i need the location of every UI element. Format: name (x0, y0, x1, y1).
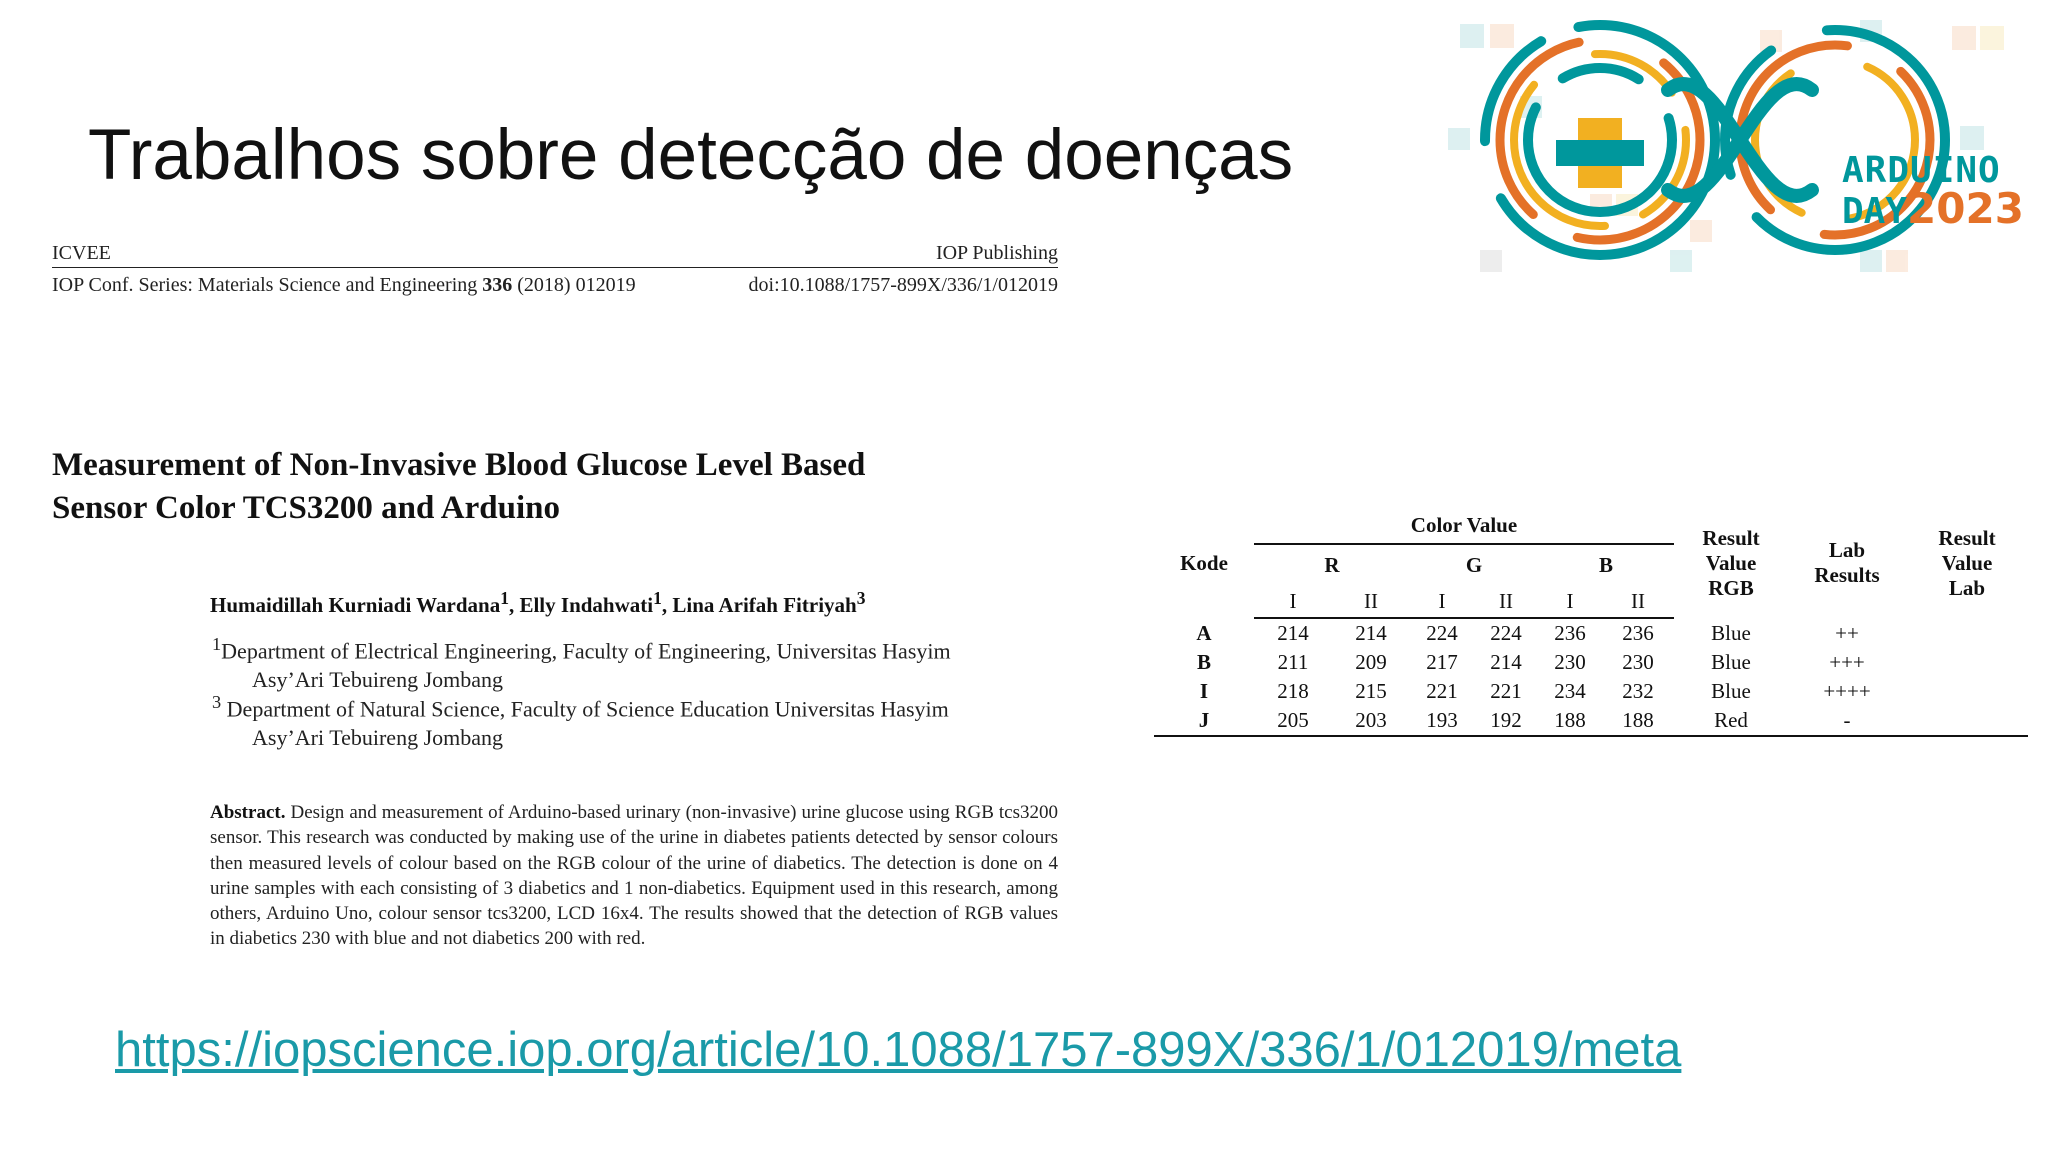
source-link[interactable]: https://iopscience.iop.org/article/10.1088/1757-899X/336/1/012019/meta (115, 1023, 1682, 1077)
author-list: Humaidillah Kurniadi Wardana$^1$, Elly Indahwati$^1$, Lina Arifah Fitriyah$^3$ (210, 588, 866, 617)
header-i: I (1254, 586, 1332, 618)
results-table (1154, 508, 2028, 737)
logo-day-text: DAY (1842, 191, 1908, 232)
header-result-lab: Result Value Lab (1938, 525, 1996, 600)
table-row: A 214 214 224 224 236 236 Blue ++ (1196, 620, 1859, 645)
conference-name: ICVEE (52, 242, 111, 264)
header-result-rgb: Result Value RGB (1702, 525, 1760, 600)
header-color-value: Color Value (1254, 508, 1674, 544)
logo-arduino-text: ARDUINO (1842, 150, 2001, 191)
plus-horizontal (1556, 140, 1644, 166)
header-b: B (1598, 553, 1613, 577)
publisher-name: IOP Publishing (935, 242, 1058, 264)
table-row: J 205 203 193 192 188 188 Red - (1154, 706, 2028, 736)
paper-title (52, 444, 1032, 530)
author: Lina Arifah Fitriyah (672, 593, 857, 617)
header-ii: II (1474, 586, 1538, 618)
paper-title-line2: Sensor Color TCS3200 and Arduino (52, 490, 560, 526)
affiliation-3: $^3$ Department of Natural Science, Faculty of Science Education Universitas Hasyim Asy’Ari Tebuireng Jombang (212, 692, 949, 751)
header-g: G (1465, 553, 1483, 577)
header-lab-results: Lab Results (1814, 538, 1880, 587)
abstract-label: Abstract. (210, 802, 286, 823)
header-ii: II (1602, 586, 1674, 618)
table-row: I 218 215 221 221 234 232 Blue ++++ (1199, 679, 1871, 703)
paper-title-line1: Measurement of Non-Invasive Blood Glucose Level Based (52, 447, 866, 483)
header-kode: Kode (1180, 550, 1228, 575)
logo-year-text: 2023 (1907, 184, 2024, 233)
abstract-text: Design and measurement of Arduino-based urinary (non-invasive) urine glucose using RGB tcs3200 sensor. This research was conducted by making use of the urine in diabetes patients detected by sensor colours then measured levels of colour based on the RGB colour of the urine of diabetics. The detection is done on 4 urine samples with each consisting of 3 diabetics and 1 non-diabetics. Equipment used in this research, among others, Arduino Uno, colour sensor tcs3200, LCD 16x4. The results showed that the detection of RGB values in diabetics 230 with blue and not diabetics 200 with red. (210, 802, 1058, 950)
header-i: I (1538, 586, 1602, 618)
author: Humaidillah Kurniadi Wardana (210, 593, 501, 617)
series-info: IOP Conf. Series: Materials Science and Engineering 336 (2018) 012019 (52, 274, 636, 296)
header-i: I (1410, 586, 1474, 618)
author: Elly Indahwati (519, 593, 654, 617)
abstract (210, 800, 1058, 952)
table-row: B 211 209 217 214 230 230 Blue +++ (1196, 650, 1865, 674)
doi: doi:10.1088/1757-899X/336/1/012019 (748, 274, 1058, 296)
header-r: R (1324, 553, 1340, 577)
slide-title: Trabalhos sobre detecção de doenças (88, 116, 1294, 195)
header-ii: II (1332, 586, 1410, 618)
affiliation-1: $^1$Department of Electrical Engineering, Faculty of Engineering, Universitas Hasyim Asy’Ari Tebuireng Jombang (212, 634, 951, 693)
paper-header (52, 242, 1058, 297)
logo-day-year (1842, 184, 2024, 233)
